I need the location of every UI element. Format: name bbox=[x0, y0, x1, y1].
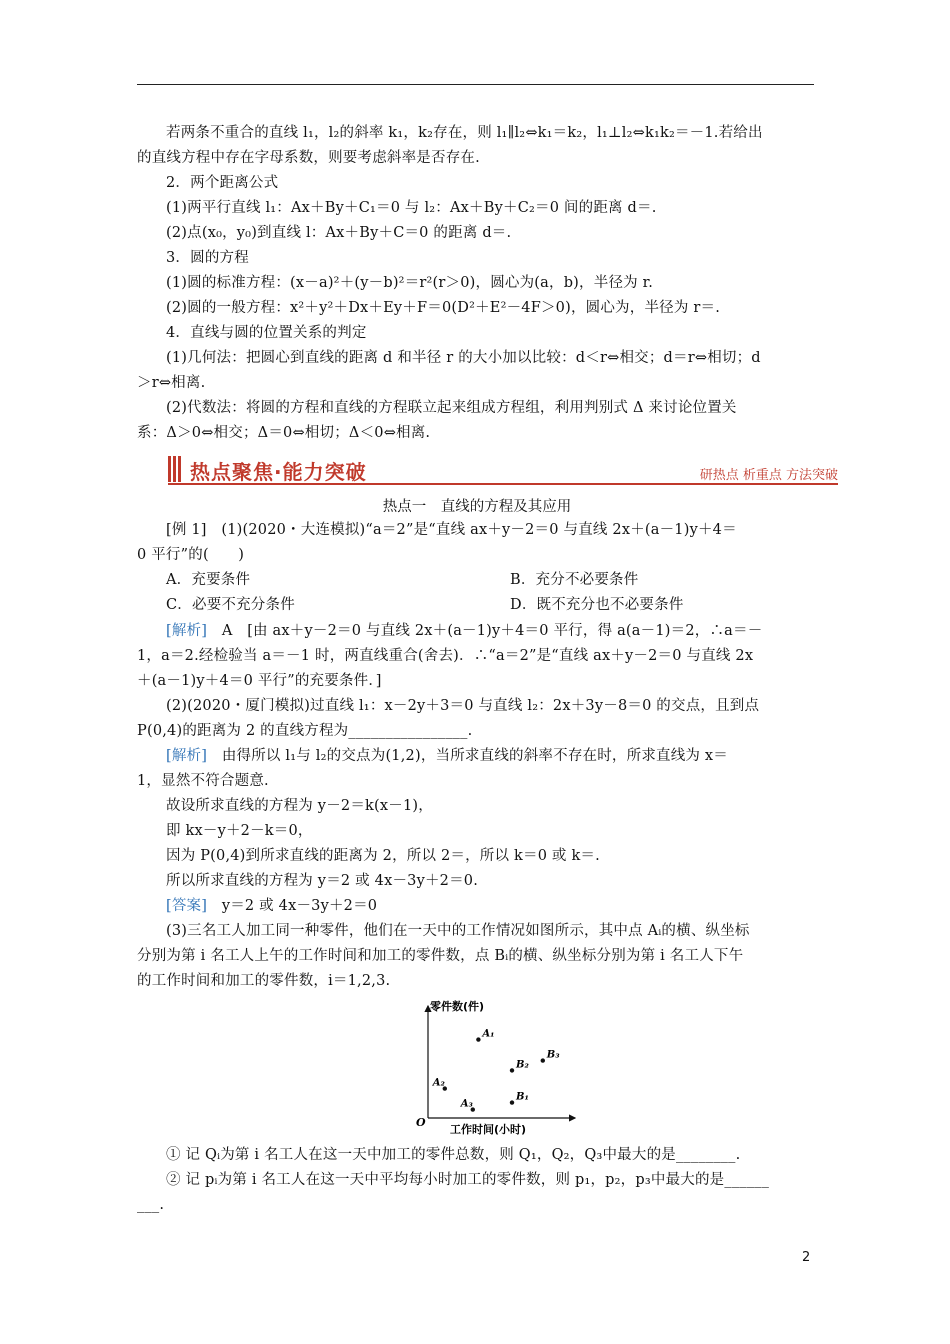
section-title: 热点一 直线的方程及其应用 bbox=[382, 499, 572, 515]
text-line: 的直线方程中存在字母系数，则要考虑斜率是否存在. bbox=[137, 150, 480, 166]
text-line: (2)圆的一般方程：x²＋y²＋Dx＋Ey＋F＝0(D²＋E²－4F＞0)，圆心为，半径为 r＝. bbox=[166, 300, 721, 316]
data-point bbox=[476, 1037, 480, 1041]
text-line: 即 kx－y＋2－k＝0， bbox=[166, 823, 313, 839]
text-line: (1)几何法：把圆心到直线的距离 d 和半径 r 的大小加以比较：d＜r⇔相交；d＝r⇔相切；d bbox=[166, 350, 761, 366]
text-line: ＞r⇔相离. bbox=[137, 375, 206, 391]
point-label: B₃ bbox=[546, 1049, 560, 1061]
text-line: 因为 P(0,4)到所求直线的距离为 2，所以 2＝，所以 k＝0 或 k＝. bbox=[166, 848, 600, 864]
analysis-line bbox=[166, 746, 846, 766]
point-label: A₂ bbox=[432, 1077, 445, 1089]
option-d: D．既不充分也不必要条件 bbox=[510, 597, 684, 613]
analysis-text: A [由 ax＋y－2＝0 与直线 2x＋(a－1)y＋4＝0 平行，得 a(a－1)＝2，∴a＝－ bbox=[207, 623, 763, 639]
text-line: (3)三名工人加工同一种零件，他们在一天中的工作情况如图所示，其中点 Aᵢ的横、纵坐标 bbox=[166, 923, 750, 939]
text-line: ② 记 pᵢ为第 i 名工人在这一天中平均每小时加工的零件数，则 p₁，p₂，p₃中最大的是______ bbox=[166, 1172, 770, 1188]
data-point bbox=[510, 1100, 514, 1104]
option-a: A．充要条件 bbox=[166, 572, 251, 588]
text-line: (2)(2020・厦门模拟)过直线 l₁：x－2y＋3＝0 与直线 l₂：2x＋3y－8＝0 的交点，且到点 bbox=[166, 698, 760, 714]
text-line: 故设所求直线的方程为 y－2＝k(x－1)， bbox=[166, 798, 433, 814]
analysis-text: 由得所以 l₁与 l₂的交点为(1,2)，当所求直线的斜率不存在时，所求直线为 x＝ bbox=[207, 748, 729, 764]
text-line: 3．圆的方程 bbox=[166, 250, 249, 266]
text-line: (2)代数法：将圆的方程和直线的方程联立起来组成方程组，利用判别式 Δ 来讨论位置关 bbox=[166, 400, 737, 416]
banner-subtitle: 研热点 析重点 方法突破 bbox=[699, 468, 838, 483]
analysis-line bbox=[166, 621, 846, 641]
text-line: 1，显然不符合题意. bbox=[137, 773, 269, 789]
text-line: (1)两平行直线 l₁：Ax＋By＋C₁＝0 与 l₂：Ax＋By＋C₂＝0 间的距离 d＝. bbox=[166, 200, 657, 216]
text-line: 2．两个距离公式 bbox=[166, 175, 279, 191]
point-label: A₃ bbox=[460, 1098, 473, 1110]
text-line: 4．直线与圆的位置关系的判定 bbox=[166, 325, 367, 341]
text-line: 1，a＝2.经检验当 a＝－1 时，两直线重合(舍去)．∴“a＝2”是“直线 ax＋y－2＝0 与直线 2x bbox=[137, 648, 754, 664]
text-line: 若两条不重合的直线 l₁，l₂的斜率 k₁，k₂存在，则 l₁∥l₂⇔k₁＝k₂，l₁⊥l₂⇔k₁k₂＝－1.若给出 bbox=[166, 125, 763, 141]
text-line: 系：Δ＞0⇔相交；Δ＝0⇔相切；Δ＜0⇔相离. bbox=[137, 425, 431, 441]
section-banner bbox=[168, 456, 838, 484]
point-label: B₁ bbox=[516, 1091, 529, 1103]
text-line: ＋(a－1)y＋4＝0 平行”的充要条件．] bbox=[137, 673, 382, 689]
text-line: P(0,4)的距离为 2 的直线方程为________________. bbox=[137, 723, 473, 739]
points-group bbox=[432, 1029, 560, 1112]
answer-line bbox=[166, 896, 846, 916]
text-line: 分别为第 i 名工人上午的工作时间和加工的零件数，点 Bᵢ的横、纵坐标分别为第 i 名工人下午 bbox=[137, 948, 744, 964]
y-axis-label: 零件数(件) bbox=[430, 1000, 485, 1013]
option-b: B．充分不必要条件 bbox=[510, 572, 639, 588]
answer-tag: [答案] bbox=[166, 898, 208, 914]
chart-svg bbox=[410, 996, 580, 1136]
analysis-tag: [解析] bbox=[166, 748, 208, 764]
text-line: (2)点(x₀，y₀)到直线 l：Ax＋By＋C＝0 的距离 d＝. bbox=[166, 225, 512, 241]
text-line: ① 记 Qᵢ为第 i 名工人在这一天中加工的零件总数，则 Q₁，Q₂，Q₃中最大的是________. bbox=[166, 1147, 741, 1163]
text-line: [例 1] (1)(2020・大连模拟)“a＝2”是“直线 ax＋y－2＝0 与直线 2x＋(a－1)y＋4＝ bbox=[166, 522, 737, 538]
option-c: C．必要不充分条件 bbox=[166, 597, 295, 613]
text-line: ___. bbox=[137, 1197, 165, 1213]
x-axis-label: 工作时间(小时) bbox=[450, 1123, 527, 1136]
banner-bar bbox=[168, 456, 183, 482]
text-line: (1)圆的标准方程：(x－a)²＋(y－b)²＝r²(r＞0)，圆心为(a，b)，半径为 r. bbox=[166, 275, 653, 291]
data-point bbox=[510, 1068, 514, 1072]
data-point bbox=[541, 1058, 545, 1062]
banner-title: 热点聚焦·能力突破 bbox=[190, 460, 367, 484]
banner-underline bbox=[168, 483, 838, 485]
analysis-tag: [解析] bbox=[166, 623, 208, 639]
scatter-chart bbox=[410, 996, 580, 1136]
point-label: A₁ bbox=[482, 1028, 495, 1040]
text-line: 所以所求直线的方程为 y＝2 或 4x－3y＋2＝0. bbox=[166, 873, 479, 889]
header-rule bbox=[137, 84, 814, 85]
text-line: 的工作时间和加工的零件数，i＝1,2,3. bbox=[137, 973, 391, 989]
origin-label: O bbox=[416, 1116, 426, 1129]
text-line: 0 平行”的( ) bbox=[137, 547, 245, 563]
point-label: B₂ bbox=[516, 1059, 529, 1071]
page-number: 2 bbox=[802, 1250, 811, 1265]
answer-text: y＝2 或 4x－3y＋2＝0 bbox=[207, 898, 378, 914]
